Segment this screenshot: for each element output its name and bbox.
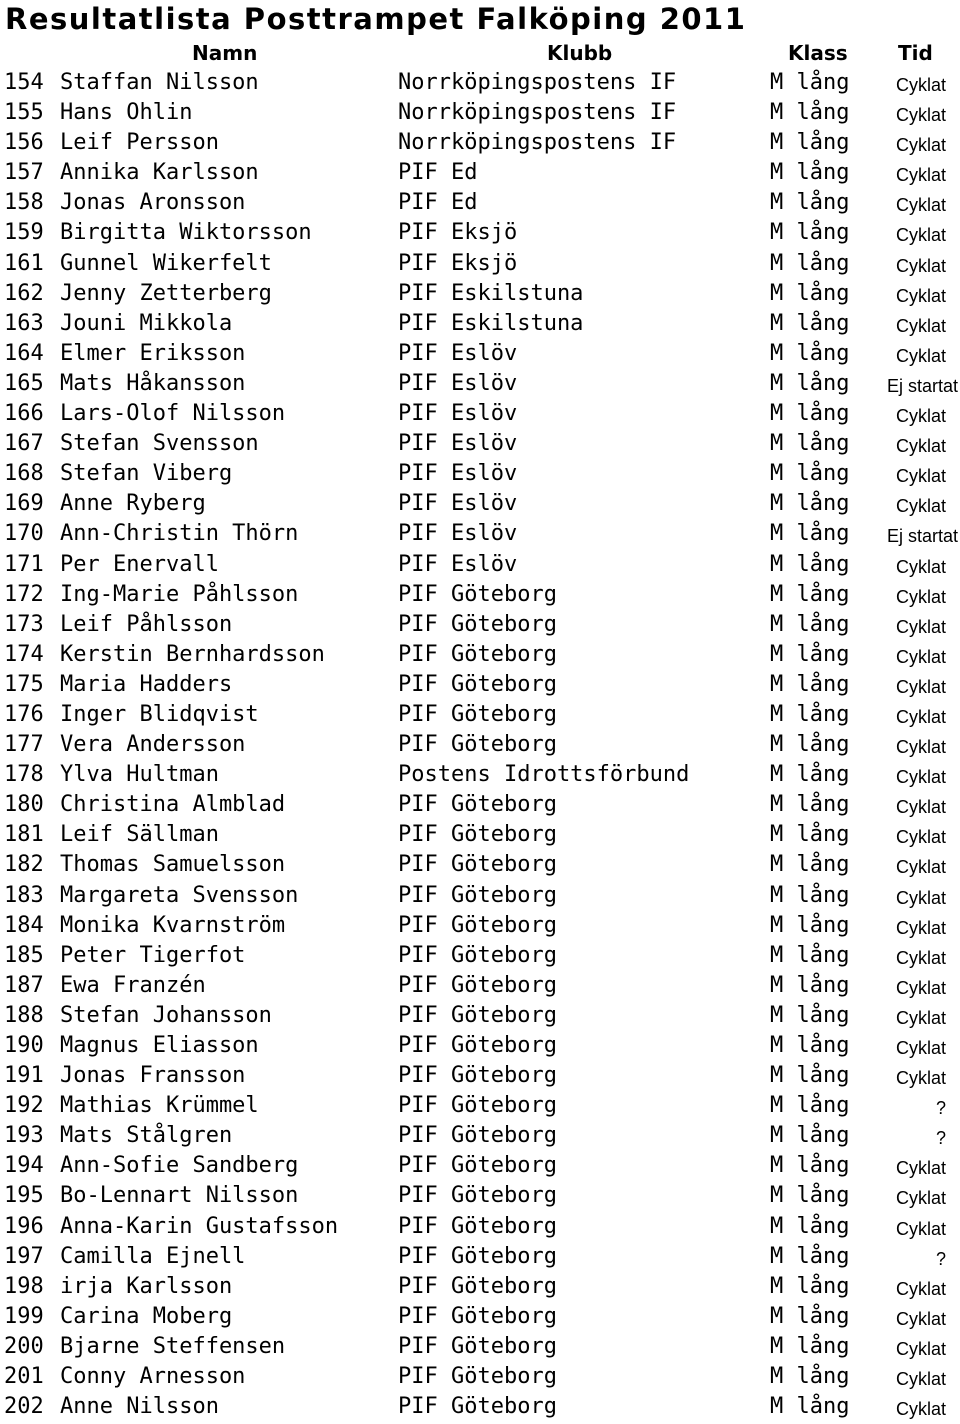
table-row <box>0 249 960 279</box>
row-class: M lång <box>770 912 850 938</box>
row-class: M lång <box>770 732 850 758</box>
row-club: PIF Göteborg <box>398 671 557 697</box>
row-name: Vera Andersson <box>60 732 246 758</box>
row-name: Jouni Mikkola <box>60 310 233 336</box>
row-name: Jenny Zetterberg <box>60 280 272 306</box>
column-header-class: Klass <box>788 41 848 65</box>
row-time: Cyklat <box>895 255 946 276</box>
row-club: PIF Göteborg <box>398 1183 557 1209</box>
row-time: Cyklat <box>895 75 946 95</box>
row-class: M lång <box>770 1153 850 1179</box>
row-time: Cyklat <box>895 225 946 246</box>
row-name: Anna-Karin Gustafsson <box>60 1213 339 1239</box>
row-club: PIF Göteborg <box>398 822 557 848</box>
table-row <box>0 158 960 188</box>
table-row <box>0 730 960 760</box>
row-time: Cyklat <box>895 135 946 156</box>
table-row <box>0 670 960 700</box>
row-club: PIF Göteborg <box>398 942 557 968</box>
row-club: Norrköpingspostens IF <box>398 100 677 126</box>
row-time: Cyklat <box>895 676 946 697</box>
row-number: 176 <box>4 701 44 727</box>
row-number: 190 <box>4 1033 44 1058</box>
row-class: M lång <box>770 401 850 427</box>
row-time: Cyklat <box>895 767 946 788</box>
row-class: M lång <box>770 1063 850 1089</box>
row-club: PIF Eslöv <box>398 370 518 396</box>
row-time: Cyklat <box>895 466 946 487</box>
table-row <box>0 850 960 880</box>
row-class: M lång <box>770 1123 850 1149</box>
row-time: Cyklat <box>895 315 946 336</box>
row-class: M lång <box>770 100 850 126</box>
table-row <box>0 1151 960 1181</box>
row-time: Cyklat <box>895 737 946 758</box>
column-header-club: Klubb <box>547 41 613 65</box>
row-name: Inger Blidqvist <box>60 701 259 727</box>
row-name: Bjarne Steffensen <box>60 1333 286 1359</box>
row-club: PIF Eslöv <box>398 551 518 577</box>
table-row <box>0 760 960 790</box>
table-row <box>0 820 960 850</box>
row-class: M lång <box>770 310 850 336</box>
row-name: Mats Håkansson <box>60 370 246 396</box>
row-name: Monika Kvarnström <box>60 912 286 938</box>
row-number: 200 <box>4 1333 44 1359</box>
table-row <box>0 279 960 309</box>
table-row <box>0 429 960 459</box>
row-class: M lång <box>770 852 850 878</box>
row-class: M lång <box>770 1093 850 1119</box>
table-row <box>0 188 960 218</box>
row-name: Leif Sällman <box>60 822 219 848</box>
row-club: PIF Göteborg <box>398 1364 557 1390</box>
row-club: PIF Göteborg <box>398 732 557 758</box>
row-number: 174 <box>4 641 44 667</box>
row-number: 182 <box>4 852 44 878</box>
row-number: 157 <box>4 160 44 186</box>
table-row <box>0 911 960 941</box>
row-time: Cyklat <box>895 1308 946 1329</box>
row-time: Cyklat <box>895 586 946 607</box>
row-name: Thomas Samuelsson <box>60 852 286 878</box>
row-number: 163 <box>4 310 44 336</box>
column-header-name: Namn <box>192 41 258 65</box>
row-club: PIF Göteborg <box>398 1243 557 1269</box>
row-name: Hans Ohlin <box>60 100 193 126</box>
row-class: M lång <box>770 160 850 186</box>
row-class: M lång <box>770 70 850 95</box>
row-class: M lång <box>770 130 850 156</box>
row-class: M lång <box>770 1394 850 1420</box>
row-club: PIF Eslöv <box>398 340 518 366</box>
row-class: M lång <box>770 280 850 306</box>
table-row <box>0 1332 960 1362</box>
row-class: M lång <box>770 671 850 697</box>
row-name: irja Karlsson <box>60 1273 233 1299</box>
row-name: Jonas Fransson <box>60 1063 246 1089</box>
row-name: Staffan Nilsson <box>60 70 259 95</box>
row-time: Cyklat <box>895 1338 946 1359</box>
row-name: Birgitta Wiktorsson <box>60 220 312 246</box>
row-club: PIF Göteborg <box>398 1093 557 1119</box>
row-number: 170 <box>4 521 44 547</box>
row-time: Cyklat <box>895 1038 946 1058</box>
row-club: Postens Idrottsförbund <box>398 762 690 788</box>
table-row <box>0 1212 960 1242</box>
table-row <box>0 640 960 670</box>
row-time: Cyklat <box>895 616 946 637</box>
table-row <box>0 881 960 911</box>
row-club: PIF Göteborg <box>398 972 557 998</box>
row-class: M lång <box>770 190 850 216</box>
row-number: 187 <box>4 972 44 998</box>
row-club: PIF Göteborg <box>398 1033 557 1058</box>
table-row <box>0 1181 960 1211</box>
row-time: Cyklat <box>895 947 946 968</box>
row-club: PIF Göteborg <box>398 1303 557 1329</box>
table-row <box>0 1121 960 1151</box>
row-name: Annika Karlsson <box>60 160 259 186</box>
row-class: M lång <box>770 491 850 517</box>
row-time: Cyklat <box>895 1188 946 1209</box>
row-class: M lång <box>770 762 850 788</box>
row-class: M lång <box>770 942 850 968</box>
row-time: Cyklat <box>895 1007 946 1028</box>
table-row <box>0 489 960 519</box>
row-number: 188 <box>4 1002 44 1028</box>
row-number: 177 <box>4 732 44 758</box>
row-time: Ej startat <box>886 526 958 547</box>
row-time: Cyklat <box>895 285 946 306</box>
table-row <box>0 218 960 248</box>
row-class: M lång <box>770 521 850 547</box>
row-name: Jonas Aronsson <box>60 190 246 216</box>
table-row <box>0 339 960 369</box>
row-time: Cyklat <box>895 105 946 126</box>
row-name: Maria Hadders <box>60 671 233 697</box>
row-name: Elmer Eriksson <box>60 340 246 366</box>
row-number: 191 <box>4 1063 44 1089</box>
row-time: Cyklat <box>895 1399 946 1420</box>
row-time: Cyklat <box>895 1158 946 1179</box>
table-row <box>0 1242 960 1272</box>
row-club: PIF Göteborg <box>398 1123 557 1149</box>
row-club: PIF Göteborg <box>398 1394 557 1420</box>
row-time: Ej startat <box>886 375 958 396</box>
row-club: PIF Ed <box>398 190 478 216</box>
row-number: 166 <box>4 401 44 427</box>
row-club: PIF Göteborg <box>398 581 557 607</box>
row-class: M lång <box>770 250 850 276</box>
table-row <box>0 610 960 640</box>
row-club: PIF Göteborg <box>398 882 557 908</box>
row-class: M lång <box>770 1213 850 1239</box>
row-time: Cyklat <box>895 165 946 186</box>
row-name: Magnus Eliasson <box>60 1033 259 1058</box>
row-club: PIF Göteborg <box>398 1273 557 1299</box>
row-class: M lång <box>770 340 850 366</box>
row-time: Cyklat <box>895 977 946 998</box>
row-number: 158 <box>4 190 44 216</box>
row-time: Cyklat <box>895 1068 946 1089</box>
row-club: PIF Eskilstuna <box>398 280 584 306</box>
row-class: M lång <box>770 1033 850 1058</box>
row-name: Camilla Ejnell <box>60 1243 246 1269</box>
row-number: 195 <box>4 1183 44 1209</box>
row-time: ? <box>935 1128 946 1149</box>
table-row <box>0 519 960 549</box>
row-class: M lång <box>770 641 850 667</box>
row-number: 184 <box>4 912 44 938</box>
row-class: M lång <box>770 1183 850 1209</box>
row-name: Conny Arnesson <box>60 1364 246 1390</box>
results-table <box>0 68 960 1422</box>
row-number: 180 <box>4 792 44 818</box>
row-number: 168 <box>4 461 44 487</box>
row-time: Cyklat <box>895 436 946 457</box>
row-number: 165 <box>4 370 44 396</box>
table-row <box>0 1091 960 1121</box>
row-time: Cyklat <box>895 857 946 878</box>
row-club: PIF Eskilstuna <box>398 310 584 336</box>
row-club: PIF Eslöv <box>398 461 518 487</box>
row-club: PIF Eslöv <box>398 491 518 517</box>
row-class: M lång <box>770 431 850 457</box>
row-club: PIF Eslöv <box>398 431 518 457</box>
row-number: 183 <box>4 882 44 908</box>
row-number: 167 <box>4 431 44 457</box>
row-name: Bo-Lennart Nilsson <box>60 1183 299 1209</box>
table-row <box>0 1272 960 1302</box>
row-number: 196 <box>4 1213 44 1239</box>
row-time: Cyklat <box>895 1369 946 1390</box>
row-class: M lång <box>770 1333 850 1359</box>
row-club: PIF Göteborg <box>398 701 557 727</box>
row-number: 159 <box>4 220 44 246</box>
row-name: Ewa Franzén <box>60 972 206 998</box>
row-time: Cyklat <box>895 706 946 727</box>
table-row <box>0 1362 960 1392</box>
row-number: 155 <box>4 100 44 126</box>
row-name: Margareta Svensson <box>60 882 299 908</box>
row-club: PIF Göteborg <box>398 641 557 667</box>
row-name: Leif Persson <box>60 130 219 156</box>
row-name: Christina Almblad <box>60 792 286 818</box>
row-club: PIF Eslöv <box>398 521 518 547</box>
row-number: 194 <box>4 1153 44 1179</box>
row-class: M lång <box>770 792 850 818</box>
row-name: Stefan Viberg <box>60 461 233 487</box>
table-row <box>0 971 960 1001</box>
row-number: 185 <box>4 942 44 968</box>
page-title: Resultatlista Posttrampet Falköping 2011 <box>5 2 747 36</box>
row-number: 192 <box>4 1093 44 1119</box>
row-class: M lång <box>770 551 850 577</box>
row-time: ? <box>935 1098 946 1119</box>
row-class: M lång <box>770 972 850 998</box>
row-class: M lång <box>770 581 850 607</box>
row-class: M lång <box>770 882 850 908</box>
row-club: Norrköpingspostens IF <box>398 70 677 95</box>
row-club: Norrköpingspostens IF <box>398 130 677 156</box>
row-number: 164 <box>4 340 44 366</box>
row-time: Cyklat <box>895 406 946 427</box>
table-row <box>0 1031 960 1061</box>
row-class: M lång <box>770 822 850 848</box>
row-club: PIF Göteborg <box>398 611 557 637</box>
table-row <box>0 128 960 158</box>
row-number: 197 <box>4 1243 44 1269</box>
row-number: 193 <box>4 1123 44 1149</box>
row-number: 154 <box>4 70 44 95</box>
row-name: Stefan Johansson <box>60 1002 272 1028</box>
row-class: M lång <box>770 611 850 637</box>
table-row <box>0 580 960 610</box>
table-row <box>0 1061 960 1091</box>
table-row <box>0 700 960 730</box>
row-club: PIF Göteborg <box>398 852 557 878</box>
row-number: 172 <box>4 581 44 607</box>
table-row <box>0 941 960 971</box>
row-time: Cyklat <box>895 1218 946 1239</box>
row-class: M lång <box>770 1273 850 1299</box>
row-name: Anne Nilsson <box>60 1394 219 1420</box>
row-name: Mats Stålgren <box>60 1123 233 1149</box>
row-name: Stefan Svensson <box>60 431 259 457</box>
row-number: 162 <box>4 280 44 306</box>
row-name: Gunnel Wikerfelt <box>60 250 272 276</box>
table-row <box>0 68 960 98</box>
table-row <box>0 399 960 429</box>
row-time: Cyklat <box>895 797 946 818</box>
row-name: Anne Ryberg <box>60 491 206 517</box>
row-club: PIF Göteborg <box>398 1063 557 1089</box>
table-row <box>0 98 960 128</box>
row-number: 173 <box>4 611 44 637</box>
row-class: M lång <box>770 1364 850 1390</box>
row-time: Cyklat <box>895 646 946 667</box>
row-name: Kerstin Bernhardsson <box>60 641 325 667</box>
table-row <box>0 790 960 820</box>
table-row <box>0 1001 960 1031</box>
row-time: Cyklat <box>895 496 946 517</box>
table-row <box>0 1302 960 1332</box>
row-class: M lång <box>770 701 850 727</box>
table-row <box>0 550 960 580</box>
row-club: PIF Ed <box>398 160 478 186</box>
row-number: 199 <box>4 1303 44 1329</box>
table-row <box>0 1392 960 1422</box>
row-number: 198 <box>4 1273 44 1299</box>
row-name: Leif Påhlsson <box>60 611 233 637</box>
row-club: PIF Göteborg <box>398 912 557 938</box>
row-name: Ann-Christin Thörn <box>60 521 299 547</box>
row-number: 202 <box>4 1394 44 1420</box>
row-time: ? <box>935 1248 946 1269</box>
row-name: Lars-Olof Nilsson <box>60 401 286 427</box>
row-time: Cyklat <box>895 556 946 577</box>
row-class: M lång <box>770 1243 850 1269</box>
row-name: Per Enervall <box>60 551 219 577</box>
row-time: Cyklat <box>895 195 946 216</box>
row-club: PIF Eslöv <box>398 401 518 427</box>
row-name: Carina Moberg <box>60 1303 233 1329</box>
row-class: M lång <box>770 1303 850 1329</box>
row-number: 171 <box>4 551 44 577</box>
row-number: 156 <box>4 130 44 156</box>
column-header-time: Tid <box>898 41 933 65</box>
row-name: Mathias Krümmel <box>60 1093 259 1119</box>
row-time: Cyklat <box>895 345 946 366</box>
row-class: M lång <box>770 220 850 246</box>
row-time: Cyklat <box>895 827 946 848</box>
row-name: Ann-Sofie Sandberg <box>60 1153 299 1179</box>
row-number: 169 <box>4 491 44 517</box>
row-name: Ing-Marie Påhlsson <box>60 581 299 607</box>
table-row <box>0 459 960 489</box>
row-time: Cyklat <box>895 887 946 908</box>
row-club: PIF Göteborg <box>398 1002 557 1028</box>
row-club: PIF Eksjö <box>398 220 518 246</box>
table-row <box>0 309 960 339</box>
row-club: PIF Eksjö <box>398 250 518 276</box>
row-name: Ylva Hultman <box>60 762 219 788</box>
row-time: Cyklat <box>895 1278 946 1299</box>
row-time: Cyklat <box>895 917 946 938</box>
table-header <box>0 38 960 68</box>
row-number: 181 <box>4 822 44 848</box>
row-club: PIF Göteborg <box>398 792 557 818</box>
row-class: M lång <box>770 1002 850 1028</box>
row-number: 201 <box>4 1364 44 1390</box>
row-number: 161 <box>4 250 44 276</box>
row-club: PIF Göteborg <box>398 1153 557 1179</box>
row-name: Peter Tigerfot <box>60 942 246 968</box>
row-class: M lång <box>770 370 850 396</box>
row-number: 178 <box>4 762 44 788</box>
row-club: PIF Göteborg <box>398 1333 557 1359</box>
row-number: 175 <box>4 671 44 697</box>
row-class: M lång <box>770 461 850 487</box>
row-club: PIF Göteborg <box>398 1213 557 1239</box>
table-row <box>0 369 960 399</box>
